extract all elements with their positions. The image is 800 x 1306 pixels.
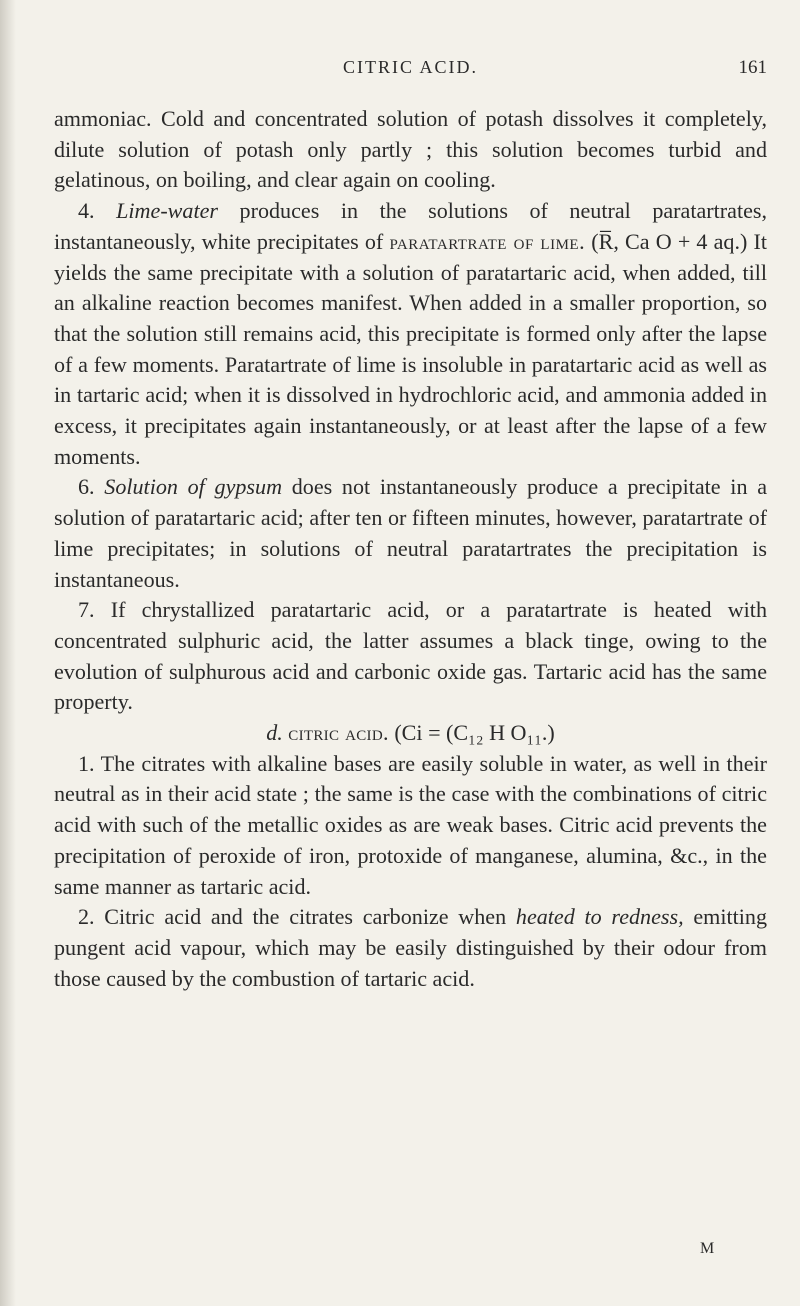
section-heading [54,718,767,749]
chemical-formula: (R̅, Ca O + 4 aq.) [585,228,748,254]
item-number: 6. [78,474,105,500]
paragraph-text: 7. If chrystallized paratartaric acid, or a paratartrate is heated with concentrated sulphuric acid, the latter assumes a black tinge, owing to the evolution of sulphurous acid and carbonic oxide gas. Tartaric acid has the same property. [54,597,767,715]
paragraph-text: 2. Citric acid and the citrates carbonize when [78,904,516,930]
paragraph-continuation [54,104,767,196]
emphasis-text: heated to redness, [515,904,684,930]
item-number: 4. [78,198,117,224]
paragraph-text: It yields the same precipitate with a solution of paratartaric acid, when added, till an alkaline reaction becomes manifest. When added in a smaller proportion, so that the solution still remains acid, this precipitate is formed only after the lapse of a few moments. Paratartrate of lime is insoluble in paratartaric acid as well as in tartaric acid; when it is dissolved in hydrochloric acid, and ammonia added in excess, it precipitates again instantaneously, or at least after the lapse of a few moments. [54,228,768,469]
page-body [54,104,767,994]
reagent-name: Solution of gypsum [104,474,283,500]
section-label: d. [266,720,283,746]
running-title: CITRIC ACID. [342,57,478,77]
page-gutter-shadow [0,0,16,1306]
paragraph-sulphuric [54,595,767,718]
paragraph-gypsum [54,472,767,595]
paragraph-lime-water [54,196,767,472]
paragraph-text: emitting pungent acid vapour, which may be easily distinguished by their odour from those caused by the combustion of tartaric acid. [54,904,767,991]
printer-signature: M [700,1240,715,1257]
paragraph-citrates [54,749,767,903]
paragraph-text: 1. The citrates with alkaline bases are easily soluble in water, as well in their neutral as in their acid state ; the same is the case with the combinations of citric acid with such of the metallic oxides as are weak bases. Citric acid prevents the precipitation of peroxide of iron, protoxide of manganese, alumina, &c., in the same manner as tartaric acid. [54,750,767,899]
page-header [54,57,767,87]
paragraph-text: does not instantaneously produce a precipitate in a solution of paratartaric acid; after ten or fifteen minutes, however, paratartrate of lime precipitates; in solutions of neutral paratartrates the precipitation is instantaneous. [54,474,768,592]
page-number: 161 [738,57,767,78]
paragraph-carbonize [54,902,767,994]
section-formula: (Ci = (C₁₂ H O₁₁.) [394,720,555,746]
section-title: citric acid. [288,720,389,746]
reagent-name: Lime-water [116,198,218,224]
paragraph-text: produces in the solutions of neutral paratartrates, instantaneously, white precipitates of [54,198,768,254]
compound-name: paratartrate of lime. [389,228,586,254]
paragraph-text: ammoniac. Cold and concentrated solution of potash dissolves it completely, dilute solution of potash only partly ; this solution becomes turbid and gelatinous, on boiling, and clear again on cooling. [54,106,767,193]
